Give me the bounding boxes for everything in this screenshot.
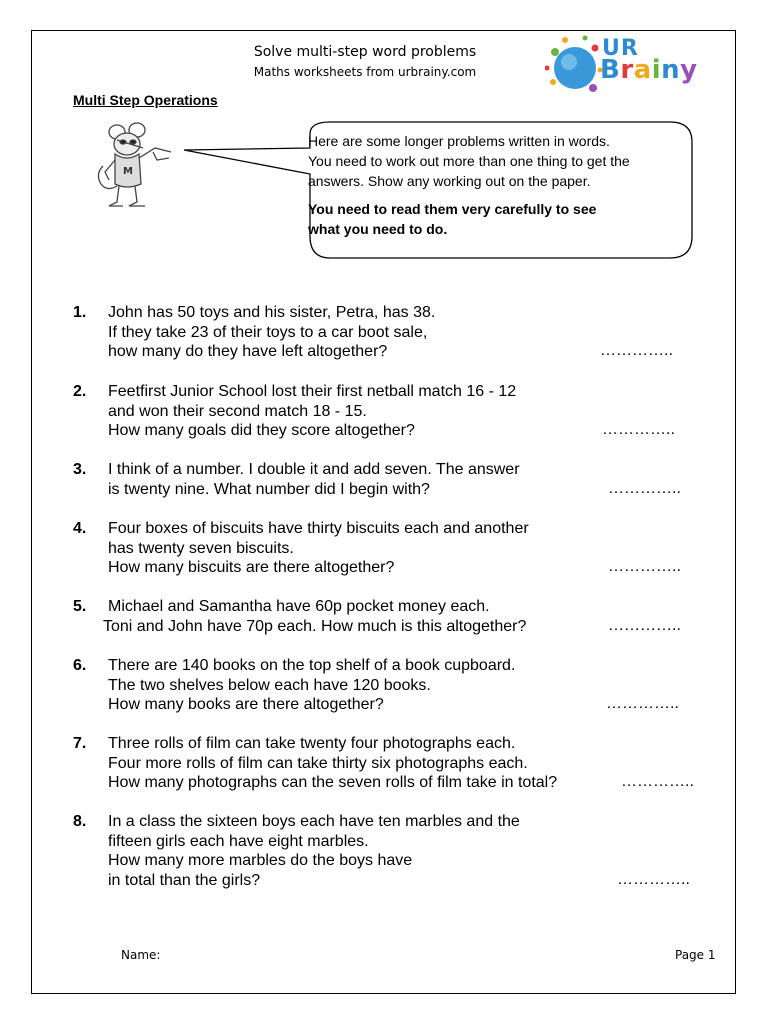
answer-line[interactable]: ………….. <box>608 558 681 575</box>
question-line: How many photographs can the seven rolls of film take in total? <box>108 774 558 791</box>
page-number: Page 1 <box>675 948 716 962</box>
question-line: I think of a number. I double it and add seven. The answer <box>108 461 520 478</box>
worksheet-title: Solve multi-step word problems <box>253 44 477 60</box>
answer-line[interactable]: ………….. <box>608 480 681 497</box>
intro-line: Here are some longer problems written in words. <box>308 133 610 149</box>
question-line: is twenty nine. What number did I begin with? <box>108 480 430 498</box>
question-number: 4. <box>73 520 87 537</box>
question-line: The two shelves below each have 120 books. <box>108 676 431 694</box>
question-number: 2. <box>73 383 87 400</box>
question-line: In a class the sixteen boys each have ten marbles and the <box>108 813 520 830</box>
question-line: There are 140 books on the top shelf of a book cupboard. <box>108 657 516 674</box>
question-line: in total than the girls? <box>108 871 261 889</box>
question-line: Four boxes of biscuits have thirty biscuits each and another <box>108 520 529 537</box>
answer-line[interactable]: ………….. <box>602 421 675 438</box>
question-line: fifteen girls each have eight marbles. <box>108 832 369 850</box>
name-label: Name: <box>121 948 161 962</box>
question-line: How many biscuits are there altogether? <box>108 559 395 576</box>
logo-letter: r <box>620 55 634 85</box>
logo-brainy-text <box>600 55 698 85</box>
question-number: 5. <box>73 598 87 615</box>
intro-line: answers. Show any working out on the paper. <box>308 173 591 189</box>
question-line: Three rolls of film can take twenty four photographs each. <box>108 735 516 752</box>
question-line: how many do they have left altogether? <box>108 343 388 360</box>
question-line: How many goals did they score altogether? <box>108 422 415 439</box>
question-number: 7. <box>73 735 87 752</box>
question-line: Feetfirst Junior School lost their first netball match 16 - 12 <box>108 383 517 400</box>
question-line: Four more rolls of film can take thirty six photographs each. <box>108 754 528 772</box>
logo-letter: y <box>680 55 698 85</box>
answer-line[interactable]: ………….. <box>600 342 673 359</box>
question-line: and won their second match 18 - 15. <box>108 402 367 420</box>
svg-text:M: M <box>123 166 133 177</box>
question-number: 3. <box>73 461 87 478</box>
question-line: has twenty seven biscuits. <box>108 539 294 557</box>
logo-letter: B <box>600 55 621 85</box>
question-line: John has 50 toys and his sister, Petra, has 38. <box>108 304 436 321</box>
question-number: 6. <box>73 657 87 674</box>
question-line: How many books are there altogether? <box>108 696 384 713</box>
question-line: How many more marbles do the boys have <box>108 852 413 869</box>
logo-letter: n <box>661 55 681 85</box>
intro-text <box>308 131 688 239</box>
answer-line[interactable]: ………….. <box>617 871 690 888</box>
question-number: 8. <box>73 813 87 830</box>
logo-letter: a <box>633 55 652 85</box>
intro-bold-line: You need to read them very carefully to see <box>308 201 597 217</box>
section-heading: Multi Step Operations <box>73 92 218 108</box>
answer-line[interactable]: ………….. <box>608 617 681 634</box>
answer-line[interactable]: ………….. <box>606 695 679 712</box>
intro-bold-line: what you need to do. <box>308 221 448 237</box>
worksheet-subtitle: Maths worksheets from urbrainy.com <box>253 65 477 79</box>
question-line: Michael and Samantha have 60p pocket money each. <box>108 598 490 615</box>
question-line: If they take 23 of their toys to a car boot sale, <box>108 323 428 341</box>
question-number: 1. <box>73 304 87 321</box>
question-line: Toni and John have 70p each. How much is this altogether? <box>103 617 527 635</box>
logo-ur-text: UR <box>602 36 639 61</box>
answer-line[interactable]: ………….. <box>621 773 694 790</box>
intro-line: You need to work out more than one thing to get the <box>308 153 630 169</box>
logo-letter: i <box>651 55 662 85</box>
